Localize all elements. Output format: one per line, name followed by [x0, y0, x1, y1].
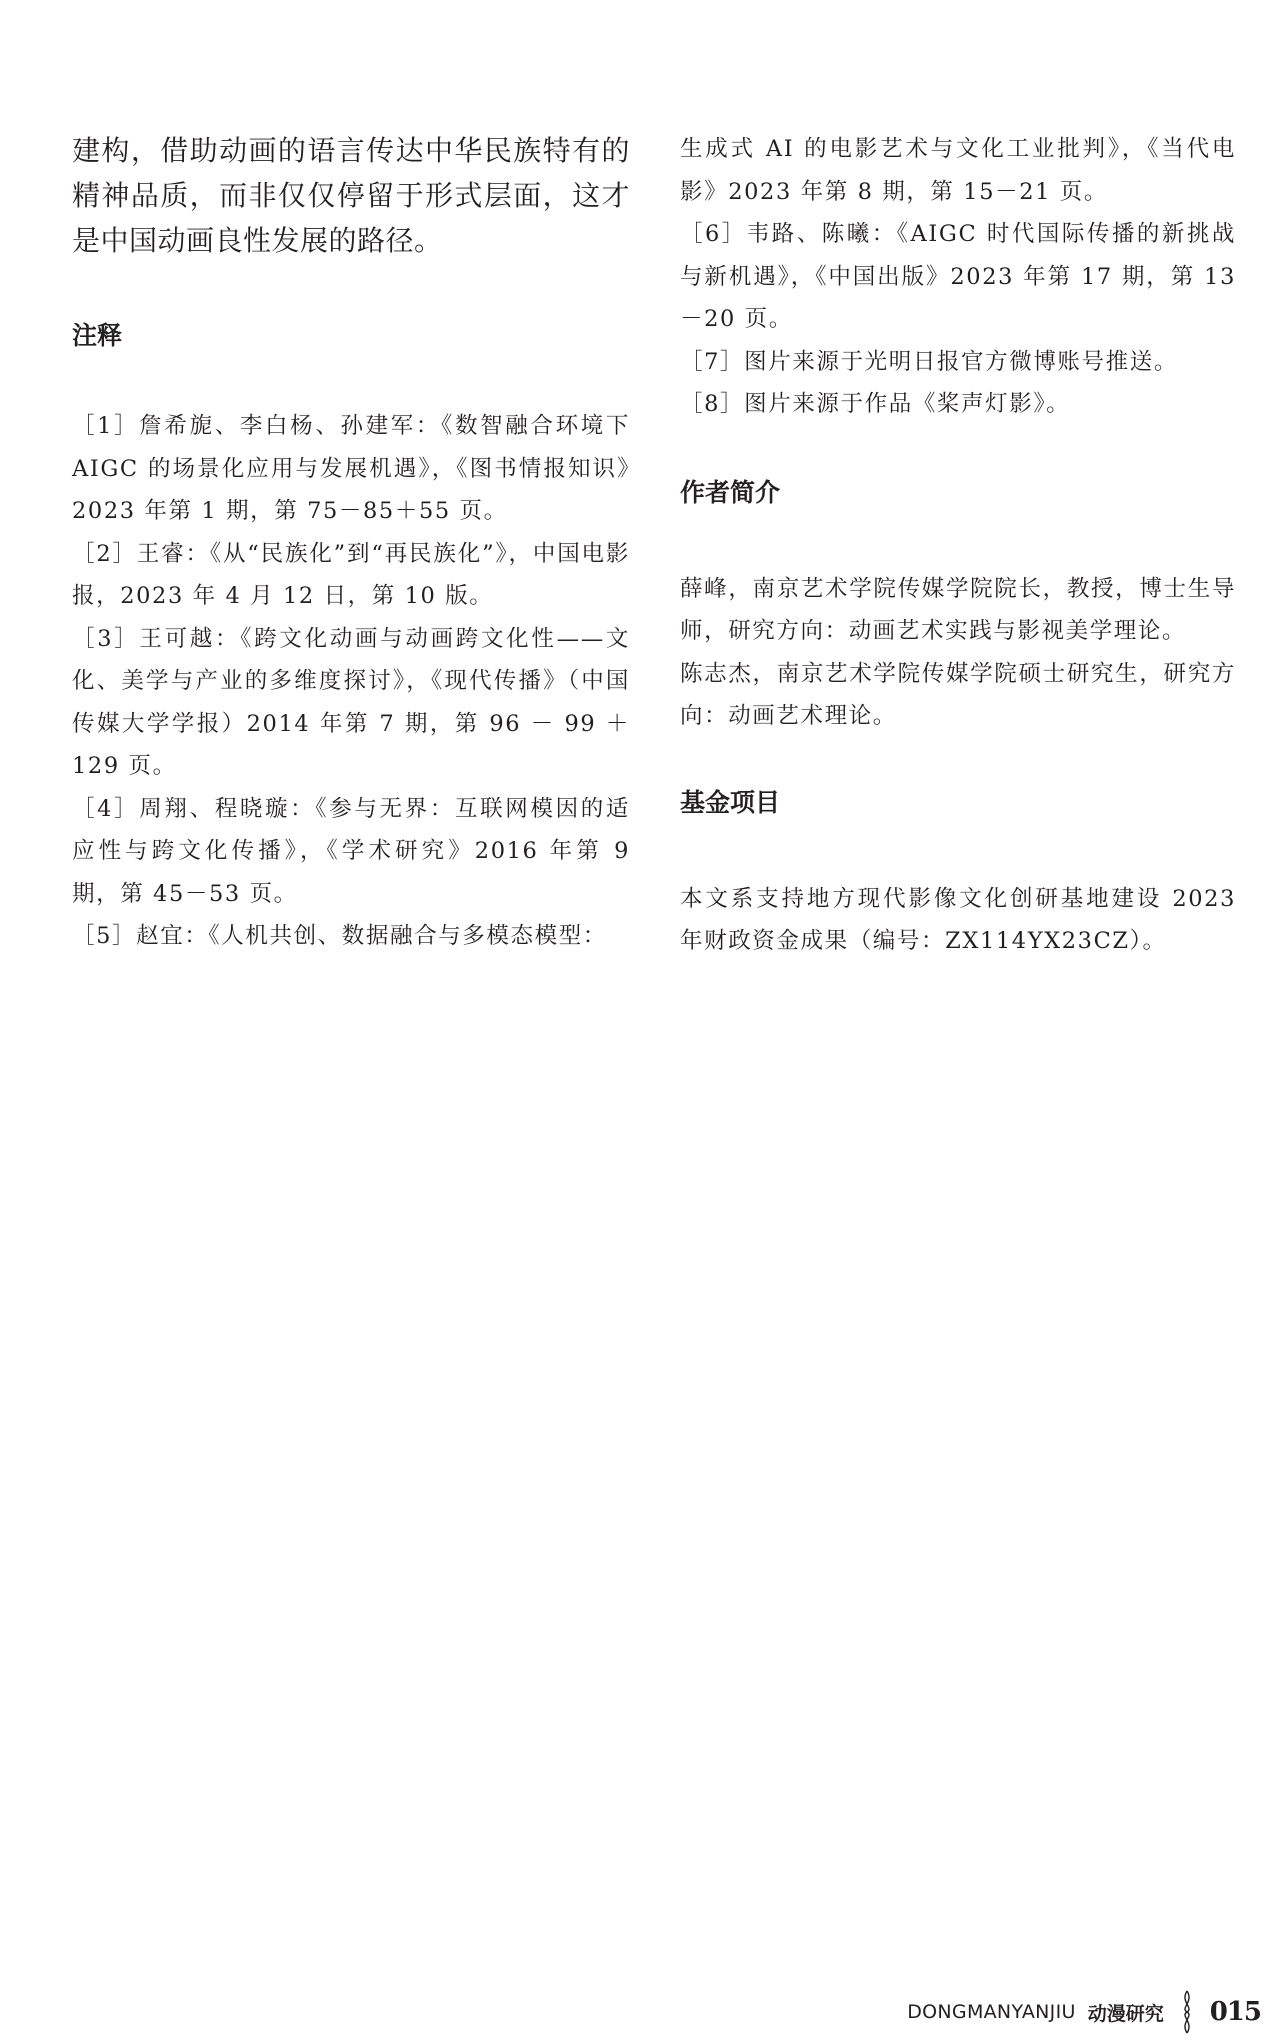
note-5-continued: 生成式 AI 的电影艺术与文化工业批判》，《当代电影》2023 年第 8 期，第 15－21 页。 [680, 136, 1236, 205]
journal-name-en: DONGMANYANJIU [907, 2001, 1076, 2023]
note-3: ［3］王可越：《跨文化动画与动画跨文化性——文化、美学与产业的多维度探讨》，《现代传播》（中国传媒大学学报）2014 年第 7 期，第 96 － 99 ＋ 129 页。 [72, 625, 630, 779]
left-column [72, 128, 630, 958]
author-bio-1: 薛峰，南京艺术学院传媒学院院长，教授，博士生导师，研究方向：动画艺术实践与影视美学理论。 [680, 575, 1236, 644]
ornament-icon [1178, 1990, 1196, 2034]
note-1: ［1］詹希旎、李白杨、孙建军：《数智融合环境下 AIGC 的场景化应用与发展机遇》，《图书情报知识》2023 年第 1 期，第 75－85＋55 页。 [72, 413, 630, 524]
notes-heading: 注释 [72, 321, 123, 350]
fund-text: 本文系支持地方现代影像文化创研基地建设 2023 年财政资金成果（编号：ZX114YX23CZ）。 [680, 885, 1236, 954]
note-4: ［4］周翔、程晓璇：《参与无界：互联网模因的适应性与跨文化传播》，《学术研究》2016 年第 9 期，第 45－53 页。 [72, 795, 630, 907]
notes-list-right [680, 128, 1236, 426]
note-7: ［7］图片来源于光明日报官方微博账号推送。 [680, 348, 1178, 375]
page-number: 015 [1209, 1997, 1261, 2027]
note-5-start: ［5］赵宜：《人机共创、数据融合与多模态模型： [72, 923, 607, 949]
page-footer [907, 1990, 1261, 2034]
note-8: ［8］图片来源于作品《桨声灯影》。 [680, 391, 1071, 417]
intro-paragraph: 建构，借助动画的语言传达中华民族特有的精神品质，而非仅仅停留于形式层面，这才是中国动画良性发展的路径。 [72, 134, 630, 257]
author-bio-section [680, 568, 1236, 738]
right-column [680, 128, 1236, 963]
note-2: ［2］王睿：《从“民族化”到“再民族化”》，中国电影报，2023 年 4 月 12 日，第 10 版。 [72, 540, 630, 609]
fund-heading: 基金项目 [680, 787, 781, 817]
author-heading: 作者简介 [680, 477, 781, 507]
note-6: ［6］韦路、陈曦：《AIGC 时代国际传播的新挑战与新机遇》，《中国出版》2023 年第 17 期，第 13－20 页。 [680, 221, 1236, 332]
journal-name-cn: 动漫研究 [1087, 2002, 1164, 2025]
notes-list-left [72, 405, 630, 958]
author-bio-2: 陈志杰，南京艺术学院传媒学院硕士研究生，研究方向：动画艺术理论。 [680, 660, 1236, 729]
